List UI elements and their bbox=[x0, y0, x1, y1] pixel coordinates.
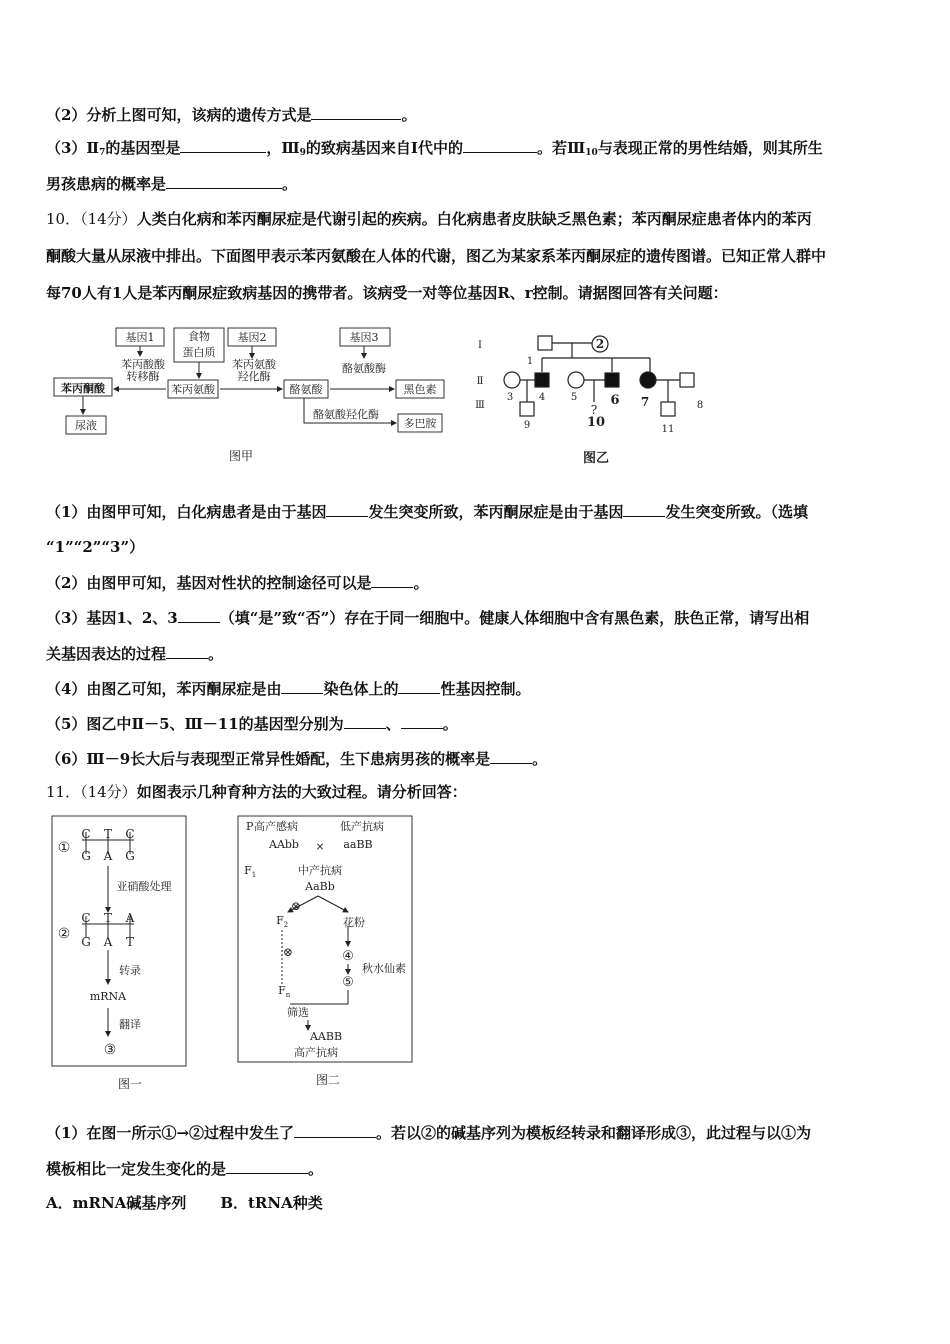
self-symbol: ⊗ bbox=[290, 899, 302, 913]
q10-sub2 bbox=[46, 571, 910, 594]
q10-s3-text: （3）基因1、2、3 bbox=[46, 609, 178, 627]
q10-sub4 bbox=[46, 677, 910, 700]
subscript: 9 bbox=[299, 148, 306, 158]
enzyme-label: 转移酶 bbox=[126, 370, 160, 383]
gene2-label: 基因2 bbox=[237, 331, 267, 344]
base-label: T bbox=[125, 935, 135, 949]
step-marker: ② bbox=[57, 926, 71, 942]
dopa-label: 多巴胺 bbox=[403, 417, 437, 430]
subscript: 7 bbox=[99, 148, 106, 158]
base-label: A bbox=[103, 849, 113, 863]
answer-blank[interactable] bbox=[294, 1121, 376, 1138]
answer-blank[interactable] bbox=[401, 712, 443, 729]
urine-label: 尿液 bbox=[75, 419, 97, 432]
step-marker: ④ bbox=[342, 949, 354, 964]
q10-sub1-cont bbox=[46, 536, 910, 558]
protein-label: 蛋白质 bbox=[182, 346, 216, 359]
answer-blank[interactable] bbox=[166, 172, 282, 189]
option-b[interactable]: B．tRNA种类 bbox=[220, 1194, 323, 1212]
question-number: 10．（14分） bbox=[46, 210, 137, 228]
ppa-label: 苯丙酮酸 bbox=[61, 382, 105, 395]
q11-options bbox=[46, 1192, 910, 1214]
q9-p3-text: 的致病基因来自Ⅰ代中的 bbox=[305, 139, 463, 157]
pollen-label: 花粉 bbox=[343, 916, 365, 929]
q9-p3-text: ，Ⅲ bbox=[266, 139, 300, 157]
enzyme-label: 苯丙氨酸 bbox=[232, 358, 276, 371]
generation-label: F bbox=[276, 914, 284, 927]
base-label: C bbox=[81, 827, 91, 841]
base-label: A bbox=[125, 911, 135, 925]
q10-s2-text: 。 bbox=[413, 574, 429, 592]
q11-intro bbox=[46, 781, 910, 803]
answer-blank[interactable] bbox=[326, 500, 368, 517]
q10-s5-text: （5）图乙中Ⅱ－5、Ⅲ－11的基因型分别为 bbox=[46, 715, 344, 733]
q10-s1-text: 发生突变所致，苯丙酮尿症是由于基因 bbox=[368, 503, 624, 521]
individual-number: 2 bbox=[595, 337, 605, 351]
q9-p2-text: （2）分析上图可知，该病的遗传方式是 bbox=[46, 106, 312, 124]
generation-label: Ⅱ bbox=[476, 376, 484, 387]
q10-sub6 bbox=[46, 747, 910, 770]
process-label: 翻译 bbox=[119, 1018, 141, 1031]
unknown-marker: ? bbox=[590, 403, 598, 417]
q9-part3-cont bbox=[46, 172, 910, 195]
genotype-label: AaBb bbox=[305, 880, 335, 893]
food-label: 食物 bbox=[188, 330, 210, 343]
figure-caption: 图乙 bbox=[582, 451, 610, 466]
q11-sub1 bbox=[46, 1121, 910, 1144]
q10-s4-text: 性基因控制。 bbox=[440, 680, 531, 698]
q11-sub1-cont bbox=[46, 1157, 910, 1180]
q10-s1-text: “1”“2”“3”） bbox=[46, 538, 145, 556]
individual-number: 8 bbox=[696, 400, 704, 411]
q11-s1-text: 模板相比一定发生变化的是 bbox=[46, 1160, 227, 1178]
self-symbol: ⊗ bbox=[282, 945, 294, 959]
enzyme-label: 酪氨酸羟化酶 bbox=[313, 408, 379, 421]
q10-s4-text: 染色体上的 bbox=[323, 680, 399, 698]
question-number: 11．（14分） bbox=[46, 783, 137, 801]
answer-blank[interactable] bbox=[623, 500, 665, 517]
colchicine-label: 秋水仙素 bbox=[362, 962, 406, 975]
enzyme-label: 羟化酶 bbox=[237, 370, 271, 383]
q11-s1-text: 。若以②的碱基序列为模板经转录和翻译形成③，此过程与以①为 bbox=[376, 1124, 812, 1142]
phenotype-label: 中产抗病 bbox=[298, 864, 342, 877]
base-label: C bbox=[125, 827, 135, 841]
q11-intro-text: 如图表示几种育种方法的大致过程。请分析回答： bbox=[136, 783, 467, 801]
base-label: G bbox=[81, 849, 91, 863]
tyr-label: 酪氨酸 bbox=[289, 383, 323, 396]
individual-number: 1 bbox=[526, 356, 534, 367]
q10-intro: 人类白化病和苯丙酮尿症是代谢引起的疾病。白化病患者皮肤缺乏黑色素；苯丙酮尿症患者体内的苯丙 bbox=[136, 210, 812, 228]
step-marker: ③ bbox=[103, 1042, 117, 1058]
q9-p3-text: 男孩患病的概率是 bbox=[46, 175, 167, 193]
answer-blank[interactable] bbox=[490, 747, 532, 764]
base-label: T bbox=[103, 911, 113, 925]
phenotype-label: 高产感病 bbox=[254, 820, 298, 833]
q10-intro-line1 bbox=[46, 208, 910, 230]
genotype-label: AABB bbox=[309, 1030, 343, 1043]
step-marker: ① bbox=[57, 840, 71, 856]
q10-sub3 bbox=[46, 606, 910, 629]
q9-p3-text: 与表现正常的男性结婚，则其所生 bbox=[597, 139, 823, 157]
select-label: 筛选 bbox=[287, 1006, 309, 1019]
figure-caption: 图一 bbox=[117, 1077, 143, 1091]
base-label: A bbox=[103, 935, 113, 949]
q10-sub5 bbox=[46, 712, 910, 735]
subscript: 10 bbox=[585, 148, 598, 158]
melanin-label: 黑色素 bbox=[403, 383, 437, 396]
phe-label: 苯丙氨酸 bbox=[171, 383, 215, 396]
individual-number: 5 bbox=[570, 392, 578, 403]
q9-p3-text: 。 bbox=[282, 175, 298, 193]
figure-mutation bbox=[50, 814, 190, 1096]
base-label: T bbox=[103, 827, 113, 841]
answer-blank[interactable] bbox=[281, 677, 323, 694]
answer-blank[interactable] bbox=[166, 642, 208, 659]
phenotype-label: 高产抗病 bbox=[294, 1046, 338, 1059]
q10-s6-text: （6）Ⅲ－9长大后与表现型正常异性婚配，生下患病男孩的概率是 bbox=[46, 750, 491, 768]
q10-intro-line3 bbox=[46, 282, 910, 304]
q10-s2-text: （2）由图甲可知，基因对性状的控制途径可以是 bbox=[46, 574, 372, 592]
answer-blank[interactable] bbox=[344, 712, 386, 729]
answer-blank[interactable] bbox=[398, 677, 440, 694]
option-a[interactable]: A．mRNA碱基序列 bbox=[46, 1194, 187, 1212]
base-label: G bbox=[125, 849, 135, 863]
generation-label: Ⅲ bbox=[475, 400, 485, 411]
q11-s1-text: 。 bbox=[308, 1160, 324, 1178]
q10-s5-text: 、 bbox=[385, 715, 401, 733]
enzyme-label: 酪氨酸酶 bbox=[342, 362, 386, 375]
base-label: G bbox=[81, 935, 91, 949]
enzyme-label: 苯丙酸酸 bbox=[121, 358, 165, 371]
q9-p2-end: 。 bbox=[401, 106, 417, 124]
figure-breeding bbox=[236, 814, 426, 1096]
q10-s1-text: （1）由图甲可知，白化病患者是由于基因 bbox=[46, 503, 327, 521]
individual-number: 3 bbox=[506, 392, 514, 403]
q10-intro: 酮酸大量从尿液中排出。下面图甲表示苯丙氨酸在人体的代谢，图乙为某家系苯丙酮尿症的遗传图谱。已知正常人群中 bbox=[46, 247, 827, 265]
q10-intro: 每70人有1人是苯丙酮尿症致病基因的携带者。该病受一对等位基因R、r控制。请据图回答有关问题： bbox=[46, 284, 728, 302]
individual-number: 4 bbox=[538, 392, 546, 403]
genotype-label: aaBB bbox=[343, 838, 373, 851]
q10-s3-text: 。 bbox=[208, 645, 224, 663]
figure-pedigree bbox=[470, 328, 710, 468]
answer-blank[interactable] bbox=[463, 136, 537, 153]
q10-s6-text: 。 bbox=[532, 750, 548, 768]
q10-sub3-cont bbox=[46, 642, 910, 665]
answer-blank[interactable] bbox=[371, 571, 413, 588]
mrna-label: mRNA bbox=[89, 990, 127, 1003]
process-label: 转录 bbox=[119, 964, 141, 977]
treatment-label: 亚硝酸处理 bbox=[116, 880, 172, 893]
cross-symbol: × bbox=[315, 840, 325, 853]
q10-s3-text: 关基因表达的过程 bbox=[46, 645, 167, 663]
generation-label: F bbox=[278, 984, 286, 997]
gene1-label: 基因1 bbox=[125, 331, 155, 344]
answer-blank[interactable] bbox=[311, 103, 401, 120]
gene3-label: 基因3 bbox=[349, 331, 379, 344]
genotype-label: AAbb bbox=[269, 838, 299, 851]
phenotype-label: 低产抗病 bbox=[340, 820, 384, 833]
q10-sub1 bbox=[46, 500, 910, 523]
individual-number: 9 bbox=[523, 420, 531, 431]
individual-number: 11 bbox=[661, 424, 675, 435]
q10-s4-text: （4）由图乙可知，苯丙酮尿症是由 bbox=[46, 680, 282, 698]
q9-part2 bbox=[46, 103, 910, 126]
figure-metabolism bbox=[46, 318, 456, 468]
generation-sub: n bbox=[285, 991, 291, 999]
q10-s1-text: 发生突变所致。（选填 bbox=[665, 503, 808, 521]
individual-number: 10 bbox=[586, 415, 606, 430]
individual-number: 7 bbox=[640, 395, 650, 409]
generation-label: Ⅰ bbox=[478, 340, 482, 351]
q10-s5-text: 。 bbox=[442, 715, 458, 733]
individual-number: 6 bbox=[610, 393, 620, 408]
q9-p3-text: 。若Ⅲ bbox=[536, 139, 586, 157]
step-marker: ⑤ bbox=[342, 975, 354, 990]
figure-caption: 图二 bbox=[315, 1073, 341, 1087]
answer-blank[interactable] bbox=[178, 606, 220, 623]
q9-part3 bbox=[46, 136, 910, 164]
answer-blank[interactable] bbox=[180, 136, 266, 153]
parent-label: P bbox=[246, 820, 254, 833]
generation-sub: 1 bbox=[251, 871, 257, 879]
q10-intro-line2 bbox=[46, 245, 910, 267]
generation-sub: 2 bbox=[283, 921, 289, 929]
q9-p3-text: 的基因型是 bbox=[105, 139, 181, 157]
q10-s3-text: （填“是”致“否”）存在于同一细胞中。健康人体细胞中含有黑色素，肤色正常，请写出相 bbox=[219, 609, 810, 627]
base-label: C bbox=[81, 911, 91, 925]
answer-blank[interactable] bbox=[226, 1157, 308, 1174]
q9-p3-text: （3）Ⅱ bbox=[46, 139, 100, 157]
figure-caption: 图甲 bbox=[228, 449, 254, 463]
generation-label: F bbox=[244, 864, 252, 877]
q11-s1-text: （1）在图一所示①→②过程中发生了 bbox=[46, 1124, 295, 1142]
